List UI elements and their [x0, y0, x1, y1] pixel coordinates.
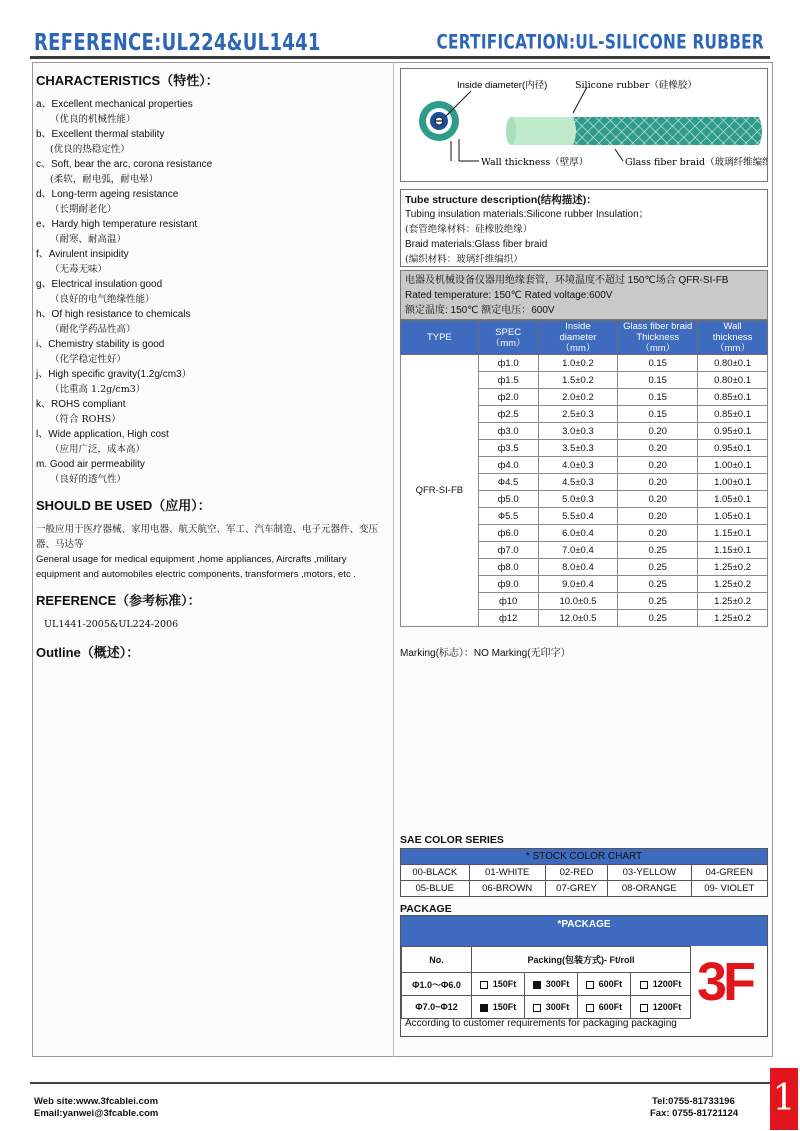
unchecked-box-icon [586, 1004, 594, 1012]
spec-cell: 1.25±0.2 [698, 576, 768, 593]
rated-line: 电器及机械设备仪器用绝缘套管，环境温度不超过 150℃场合 QFR-SI-FB [405, 275, 729, 286]
package-option [630, 973, 690, 996]
spec-cell: ф12 [478, 610, 538, 627]
rated-line: Rated temperature: 150℃ Rated voltage:600V [405, 290, 613, 301]
package-note: According to customer requirements for packaging packaging [405, 1018, 677, 1029]
package-option-label: 300Ft [545, 1002, 570, 1012]
spec-header-cell: Glass fiber braid Thickness （mm） [618, 321, 698, 355]
characteristic-item: d、Long-term ageing resistance [36, 189, 179, 200]
package-option-label: 1200Ft [652, 1002, 682, 1012]
spec-cell: 0.20 [618, 423, 698, 440]
spec-cell: 0.15 [618, 372, 698, 389]
characteristic-item: f、Avirulent insipidity [36, 249, 129, 260]
spec-cell: 0.85±0.1 [698, 406, 768, 423]
spec-cell: 0.95±0.1 [698, 440, 768, 457]
package-caption: *PACKAGE [401, 916, 767, 946]
rated-box [400, 270, 768, 320]
left-column [36, 70, 388, 669]
characteristic-item-cn: （比重高 1.2g/cm3） [50, 384, 146, 395]
characteristic-item-cn: （优良的机械性能） [50, 114, 136, 125]
usage-cn: 一般应用于医疗器械、家用电器、航天航空、军工、汽车制造、电子元器件、变压器、马达等 [36, 524, 379, 550]
characteristic-item-cn: （符合 ROHS） [50, 414, 121, 425]
silicone-rubber-label: Silicone rubber（硅橡胶） [575, 80, 697, 91]
spec-cell: 0.20 [618, 491, 698, 508]
package-option [577, 973, 630, 996]
package-option-label: 600Ft [598, 1002, 623, 1012]
color-row [401, 865, 768, 881]
column-divider [393, 62, 394, 1057]
brand-logo-3f [697, 952, 761, 1008]
color-cell: 06-BROWN [469, 881, 545, 897]
spec-cell: 1.05±0.1 [698, 491, 768, 508]
footer-tel: Tel:0755-81733196 [652, 1096, 735, 1107]
spec-cell: ф9.0 [478, 576, 538, 593]
spec-cell: 0.25 [618, 542, 698, 559]
spec-cell: 1.25±0.2 [698, 610, 768, 627]
braid-leader [615, 149, 623, 161]
glass-fiber-braid-layer [573, 117, 762, 145]
characteristic-item-cn: （应用广泛，成本高） [50, 444, 146, 455]
footer-rule [30, 1082, 770, 1084]
spec-header-row [401, 321, 768, 355]
structure-box [400, 189, 768, 267]
package-range: Φ1.0～Φ6.0 [402, 973, 472, 996]
spec-cell: ф8.0 [478, 559, 538, 576]
characteristic-item: i、Chemistry stability is good [36, 339, 165, 350]
unchecked-box-icon [586, 981, 594, 989]
characteristic-item: h、Of high resistance to chemicals [36, 309, 191, 320]
spec-cell: 1.25±0.2 [698, 559, 768, 576]
spec-cell: ф10 [478, 593, 538, 610]
spec-cell: 0.20 [618, 457, 698, 474]
spec-cell: ф1.0 [478, 355, 538, 372]
color-cell: 05-BLUE [401, 881, 470, 897]
spec-cell: 5.0±0.3 [538, 491, 618, 508]
spec-cell: 9.0±0.4 [538, 576, 618, 593]
spec-cell: ф3.5 [478, 440, 538, 457]
spec-cell: ф5.0 [478, 491, 538, 508]
spec-cell: Ф5.5 [478, 508, 538, 525]
color-cell: 04-GREEN [691, 865, 767, 881]
package-option [630, 996, 690, 1019]
color-table-caption: * STOCK COLOR CHART [401, 849, 768, 865]
characteristic-item: m. Good air permeability [36, 459, 145, 470]
characteristic-item-cn: （耐化学药品性高） [50, 324, 136, 335]
spec-cell: 4.5±0.3 [538, 474, 618, 491]
spec-cell: Ф4.5 [478, 474, 538, 491]
spec-row [401, 355, 768, 372]
package-box [400, 915, 768, 1037]
spec-cell: 5.5±0.4 [538, 508, 618, 525]
spec-cell: ф6.0 [478, 525, 538, 542]
package-option-label: 600Ft [598, 979, 623, 989]
usage-en: General usage for medical equipment ,home appliances, Aircrafts ,military equipment and automobiles electric components, transformers ,motors, etc . [36, 554, 356, 580]
glass-fiber-braid-label: Glass fiber braid（玻璃纤维编织） [625, 157, 767, 168]
spec-cell: 0.80±0.1 [698, 372, 768, 389]
spec-cell: 0.20 [618, 440, 698, 457]
header-rule [30, 56, 770, 59]
brand-logo-text: 3F [697, 952, 753, 1008]
unchecked-box-icon [640, 981, 648, 989]
package-row [402, 996, 691, 1019]
spec-cell: 1.15±0.1 [698, 525, 768, 542]
spec-cell: 0.15 [618, 389, 698, 406]
characteristic-item: b、Excellent thermal stability [36, 129, 165, 140]
spec-cell: ф2.5 [478, 406, 538, 423]
package-range: Φ7.0~Φ12 [402, 996, 472, 1019]
color-cell: 02-RED [545, 865, 607, 881]
spec-cell: 0.15 [618, 355, 698, 372]
color-cell: 01-WHITE [469, 865, 545, 881]
spec-cell: 0.20 [618, 525, 698, 542]
spec-cell: 3.0±0.3 [538, 423, 618, 440]
package-option-label: 150Ft [492, 979, 517, 989]
spec-cell: 0.25 [618, 593, 698, 610]
spec-cell: 12.0±0.5 [538, 610, 618, 627]
tube-diagram-svg [401, 69, 767, 181]
package-row [402, 973, 691, 996]
characteristic-item: e、Hardy high temperature resistant [36, 219, 198, 230]
wall-thickness-label: Wall thickness（壁厚） [481, 157, 589, 168]
color-cell: 00-BLACK [401, 865, 470, 881]
characteristics-title: CHARACTERISTICS（特性）： [36, 73, 219, 88]
tube-end [506, 117, 516, 145]
spec-cell: 8.0±0.4 [538, 559, 618, 576]
unchecked-box-icon [480, 981, 488, 989]
spec-cell: 4.0±0.3 [538, 457, 618, 474]
structure-line: Braid materials:Glass fiber braid [405, 239, 548, 250]
marking-text: Marking(标志）：NO Marking(无印字） [400, 648, 571, 659]
footer-email: Email:yanwei@3fcable.com [34, 1108, 159, 1119]
header-certification: CERTIFICATION:UL-SILICONE RUBBER [436, 31, 764, 55]
outline-title: Outline（概述）： [36, 645, 140, 660]
characteristic-item: a、Excellent mechanical properties [36, 99, 193, 110]
silicone-rubber-layer [511, 117, 583, 145]
characteristic-item-cn: (优良的热稳定性） [50, 144, 130, 155]
package-option [472, 996, 525, 1019]
structure-title: Tube structure description(结构描述)： [405, 194, 597, 206]
characteristic-item-cn: (柔软，耐电弧，耐电晕） [50, 174, 159, 185]
should-be-used-title: SHOULD BE USED（应用）： [36, 498, 211, 513]
color-row [401, 881, 768, 897]
package-option-label: 1200Ft [652, 979, 682, 989]
spec-cell: 10.0±0.5 [538, 593, 618, 610]
structure-line: (编织材料：玻璃纤维编织） [405, 254, 523, 265]
rated-line: 额定温度: 150℃ 额定电压：600V [405, 305, 555, 316]
footer-web: Web site:www.3fcablei.com [34, 1096, 159, 1107]
structure-line: Tubing insulation materials:Silicone rubber Insulation； [405, 209, 649, 220]
package-no-label: No. [402, 947, 472, 973]
package-option [472, 973, 525, 996]
footer-fax: Fax: 0755-81721124 [650, 1108, 739, 1119]
spec-cell: ф1.5 [478, 372, 538, 389]
package-packing-label: Packing(包装方式)- Ft/roll [472, 947, 691, 973]
characteristic-item-cn: （耐寒、耐高温） [50, 234, 127, 245]
spec-cell: 1.00±0.1 [698, 474, 768, 491]
spec-cell: ф2.0 [478, 389, 538, 406]
structure-line: (套管绝缘材料：硅橡胶绝缘） [405, 224, 533, 235]
spec-cell: 1.15±0.1 [698, 542, 768, 559]
color-table [400, 848, 768, 897]
spec-cell: 6.0±0.4 [538, 525, 618, 542]
package-option-label: 150Ft [492, 1002, 517, 1012]
characteristic-item: j、High specific gravity(1.2g/cm3） [36, 369, 192, 380]
spec-cell: 2.5±0.3 [538, 406, 618, 423]
spec-cell: 7.0±0.4 [538, 542, 618, 559]
characteristic-item-cn: （良好的电气绝缘性能） [50, 294, 155, 305]
characteristic-item: g、Electrical insulation good [36, 279, 163, 290]
sae-title: SAE COLOR SERIES [400, 834, 504, 846]
spec-header-cell: SPEC （mm） [478, 321, 538, 355]
spec-cell: 0.25 [618, 559, 698, 576]
package-grid [401, 946, 691, 1019]
characteristic-item-cn: （无毒无味） [50, 264, 108, 275]
package-option-label: 300Ft [545, 979, 570, 989]
color-cell: 08-ORANGE [608, 881, 691, 897]
spec-cell: 1.0±0.2 [538, 355, 618, 372]
package-rows [402, 973, 691, 1019]
color-cell: 07-GREY [545, 881, 607, 897]
header-reference: REFERENCE:UL224&UL1441 [34, 28, 321, 56]
spec-cell: 0.15 [618, 406, 698, 423]
spec-cell: 1.5±0.2 [538, 372, 618, 389]
characteristic-item-cn: （良好的透气性） [50, 474, 127, 485]
spec-header-cell: Wall thickness （mm） [698, 321, 768, 355]
package-title: PACKAGE [400, 903, 452, 915]
spec-table [400, 320, 768, 627]
spec-cell: 3.5±0.3 [538, 440, 618, 457]
spec-header-cell: TYPE [401, 321, 479, 355]
spec-cell: ф4.0 [478, 457, 538, 474]
package-option [577, 996, 630, 1019]
spec-cell: 2.0±0.2 [538, 389, 618, 406]
package-option [524, 996, 577, 1019]
brand-logo [697, 952, 761, 1019]
spec-cell: 0.20 [618, 508, 698, 525]
inside-diameter-label: Inside diameter(内径) [457, 80, 548, 91]
spec-body [401, 355, 768, 627]
characteristics-list [36, 97, 388, 487]
spec-cell: 0.25 [618, 576, 698, 593]
characteristic-item: l、Wide application, High cost [36, 429, 169, 440]
tube-diagram [400, 68, 768, 182]
reference-value: UL1441-2005&UL224-2006 [44, 619, 179, 630]
checked-box-icon [533, 981, 541, 989]
characteristic-item-cn: （长期耐老化） [50, 204, 117, 215]
reference-title: REFERENCE（参考标准）： [36, 593, 201, 608]
spec-cell: 1.25±0.2 [698, 593, 768, 610]
spec-type-cell: QFR-SI-FB [401, 355, 479, 627]
color-cell: 03-YELLOW [608, 865, 691, 881]
characteristic-item-cn: （化学稳定性好） [50, 354, 127, 365]
spec-cell: 0.20 [618, 474, 698, 491]
characteristic-item: c、Soft, bear the arc, corona resistance [36, 159, 213, 170]
spec-cell: ф7.0 [478, 542, 538, 559]
spec-cell: 0.80±0.1 [698, 355, 768, 372]
spec-cell: 0.85±0.1 [698, 389, 768, 406]
spec-cell: 0.95±0.1 [698, 423, 768, 440]
unchecked-box-icon [640, 1004, 648, 1012]
spec-header-cell: Inside diameter （mm） [538, 321, 618, 355]
characteristic-item: k、ROHS compliant [36, 399, 126, 410]
spec-cell: ф3.0 [478, 423, 538, 440]
checked-box-icon [480, 1004, 488, 1012]
spec-cell: 1.05±0.1 [698, 508, 768, 525]
package-option [524, 973, 577, 996]
unchecked-box-icon [533, 1004, 541, 1012]
page-number: 1 [770, 1068, 798, 1130]
spec-cell: 1.00±0.1 [698, 457, 768, 474]
spec-cell: 0.25 [618, 610, 698, 627]
color-cell: 09- VIOLET [691, 881, 767, 897]
